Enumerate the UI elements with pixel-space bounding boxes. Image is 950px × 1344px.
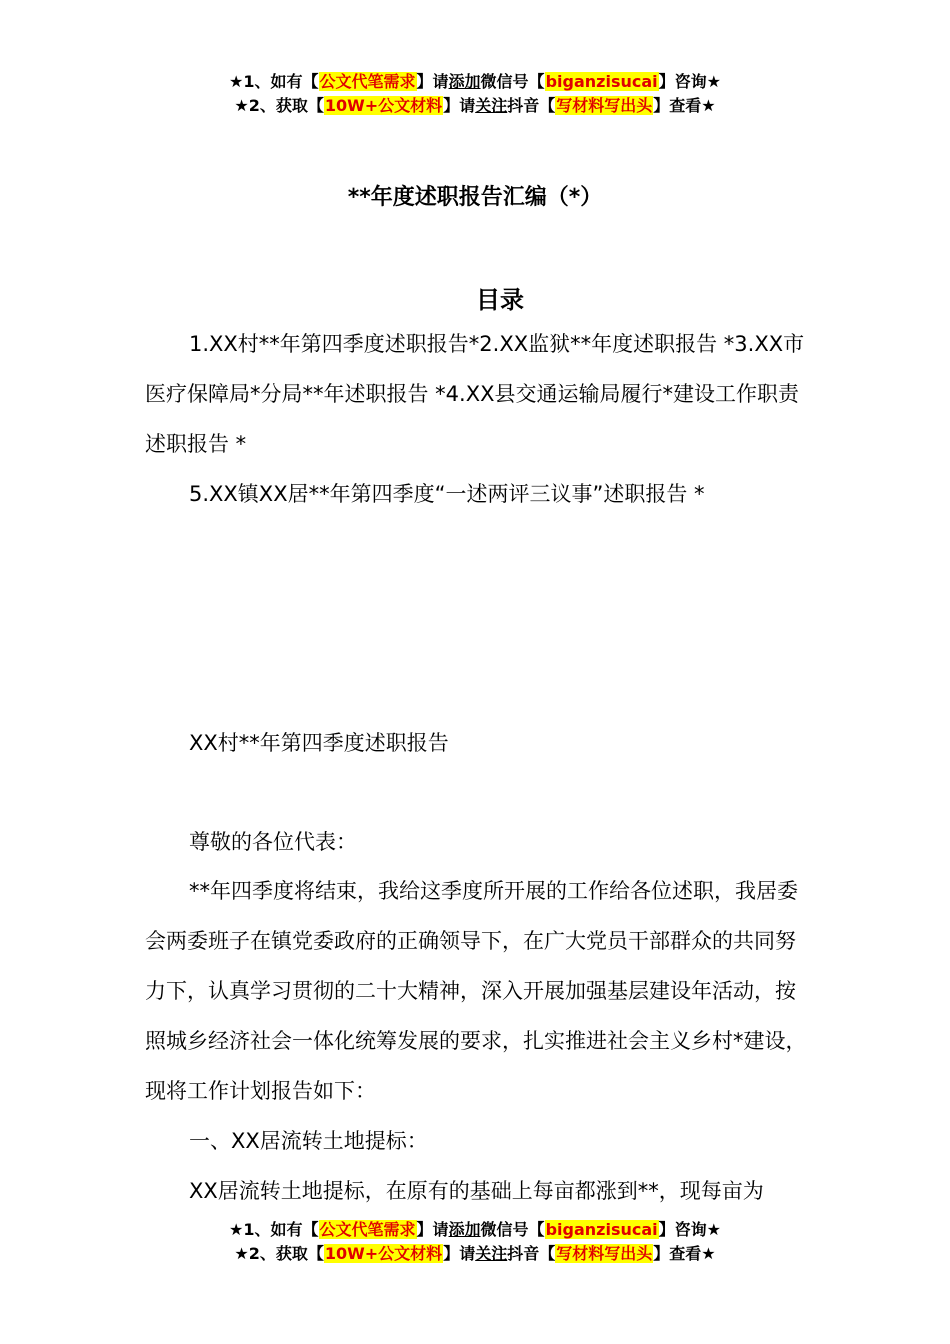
promo-line-1: ★1、如有【公文代笔需求】请添加微信号【biganzisucai】咨询★ [229, 72, 721, 91]
highlight-text: 公文代笔需求 [319, 1220, 416, 1239]
highlight-text: 公文代笔需求 [319, 72, 416, 91]
toc-entry-5: 5.XX镇XX居**年第四季度“一述两评三议事”述职报告 * [189, 482, 705, 506]
toc-entries: 1.XX村**年第四季度述职报告*2.XX监狱**年度述职报告 *3.XX市医疗保障局*分局**年述职报告 *4.XX县交通运输局履行*建设工作职责述职报告 * [145, 332, 805, 456]
promo-line-1: ★1、如有【公文代笔需求】请添加微信号【biganzisucai】咨询★ [229, 1220, 721, 1239]
wechat-id: biganzisucai [545, 1220, 658, 1239]
promo-line-2: ★2、获取【10W+公文材料】请关注抖音【写材料写出头】查看★ [234, 1244, 716, 1263]
douyin-account: 写材料写出头 [556, 96, 653, 115]
toc-heading: 目录 [476, 286, 524, 314]
section-heading: 一、XX居流转土地提标： [189, 1129, 428, 1153]
body-paragraph-2: XX居流转土地提标，在原有的基础上每亩都涨到**，现每亩为 [189, 1179, 764, 1203]
highlight-text: 10W+公文材料 [324, 1244, 443, 1263]
douyin-account: 写材料写出头 [556, 1244, 653, 1263]
highlight-text: 10W+公文材料 [324, 96, 443, 115]
wechat-id: biganzisucai [545, 72, 658, 91]
footer-promo-banner [0, 1218, 950, 1266]
salutation: 尊敬的各位代表： [189, 830, 357, 854]
promo-line-2: ★2、获取【10W+公文材料】请关注抖音【写材料写出头】查看★ [234, 96, 716, 115]
body-paragraph: **年四季度将结束，我给这季度所开展的工作给各位述职，我居委会两委班子在镇党委政府的正确领导下，在广大党员干部群众的共同努力下，认真学习贯彻的二十大精神，深入开展加强基层建设年活动，按照城乡经济社会一体化统筹发展的要求，扎实推进社会主义乡村*建设，现将工作计划报告如下： [145, 879, 807, 1103]
section-title: XX村**年第四季度述职报告 [189, 731, 449, 755]
document-title: **年度述职报告汇编（*） [347, 185, 603, 210]
header-promo-banner [0, 70, 950, 118]
